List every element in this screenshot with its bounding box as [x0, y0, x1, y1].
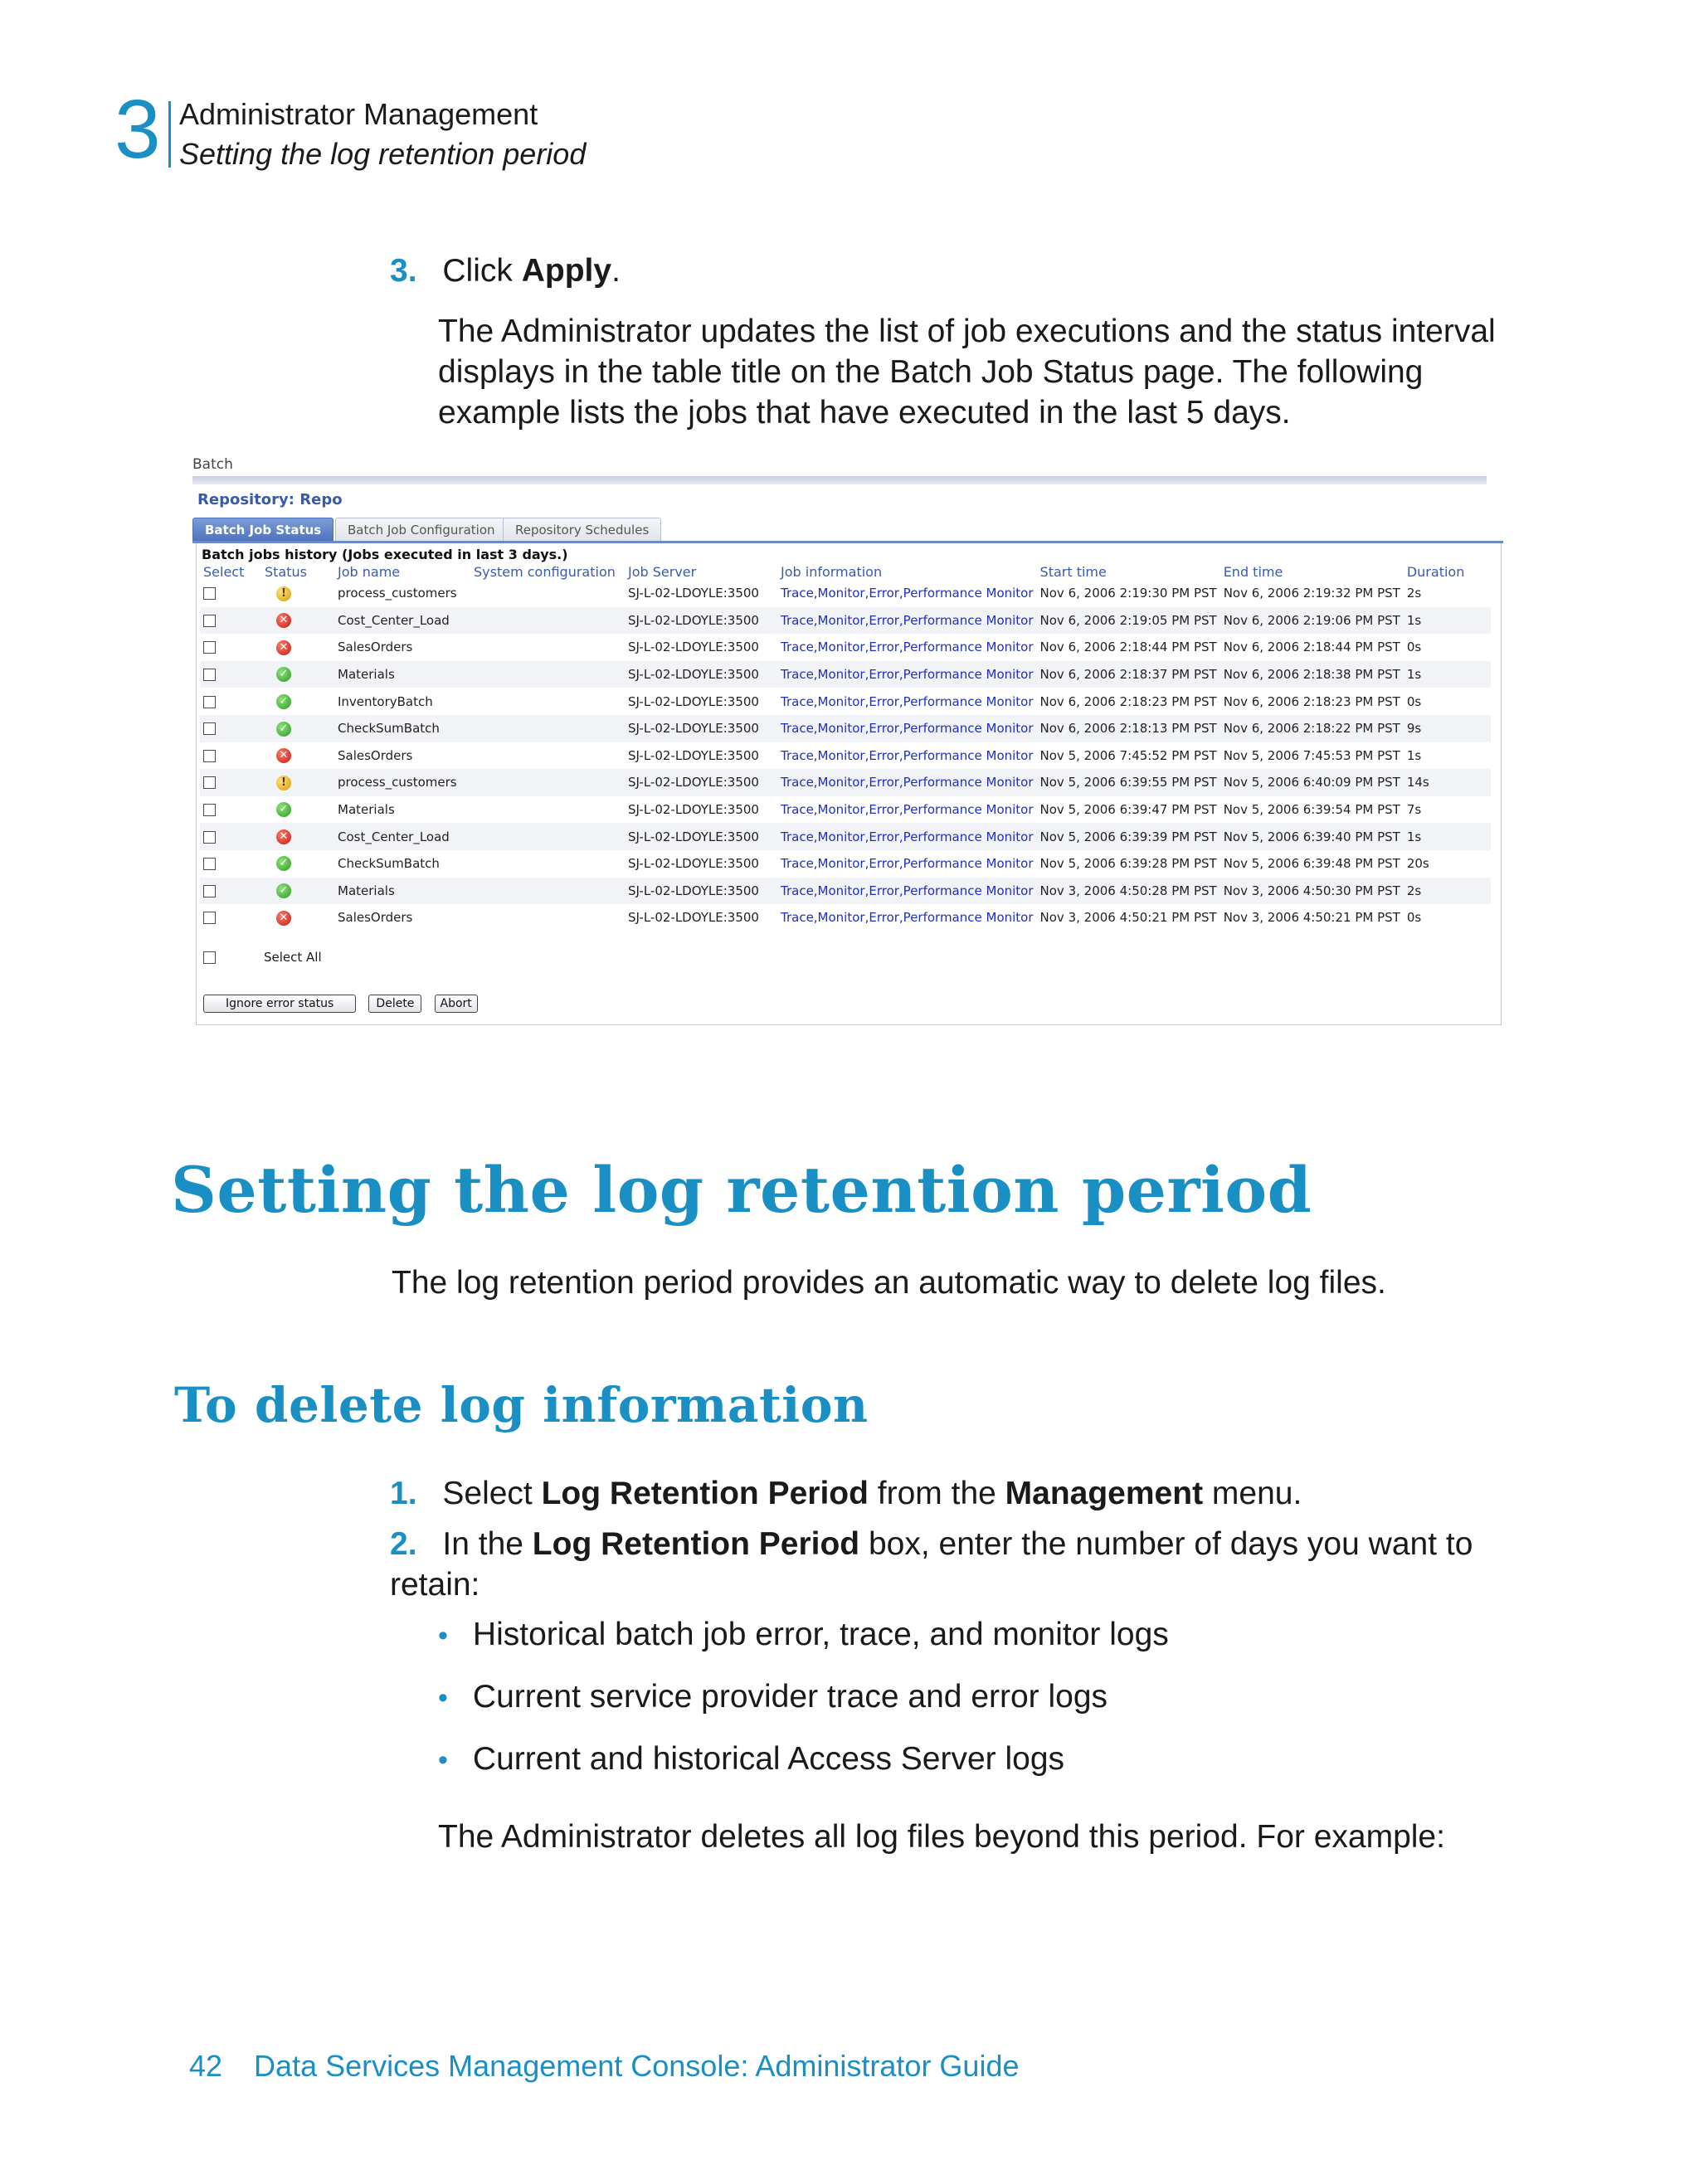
row-select-cell [200, 715, 261, 742]
row-select-cell [200, 580, 261, 607]
status-success-icon: ✓ [276, 856, 291, 871]
col-job-server: Job Server [628, 563, 697, 580]
select-all-label: Select All [264, 950, 322, 965]
bullet-icon: • [438, 1620, 448, 1651]
row-job-information-links[interactable]: Trace,Monitor,Error,Performance Monitor [781, 586, 1034, 601]
row-start-time: Nov 6, 2006 2:18:13 PM PST [1037, 715, 1220, 742]
row-job-name: Materials [338, 802, 395, 818]
status-error-icon: ✕ [276, 613, 291, 628]
row-duration: 1s [1404, 607, 1491, 635]
row-job-information-links[interactable]: Trace,Monitor,Error,Performance Monitor [781, 910, 1034, 926]
step-text: from the [868, 1476, 1005, 1511]
col-start-time: Start time [1039, 563, 1107, 580]
row-duration: 2s [1404, 878, 1491, 905]
row-job-server: SJ-L-02-LDOYLE:3500 [625, 823, 777, 850]
status-error-icon: ✕ [276, 911, 291, 926]
row-system-configuration [470, 769, 625, 796]
step-2 [390, 1524, 1518, 1605]
row-checkbox[interactable] [203, 831, 216, 844]
row-status-cell [261, 742, 334, 770]
row-start-time: Nov 3, 2006 4:50:21 PM PST [1039, 910, 1217, 926]
table-row [200, 850, 1491, 878]
row-system-configuration [470, 796, 625, 824]
row-job-server: SJ-L-02-LDOYLE:3500 [625, 878, 777, 905]
section-intro: The log retention period provides an automatic way to delete log files. [392, 1265, 1386, 1301]
status-error-icon: ✕ [276, 640, 291, 655]
row-job-name: Cost_Center_Load [334, 823, 470, 850]
row-status-cell [261, 850, 334, 878]
select-all-row [203, 950, 322, 965]
row-duration: 7s [1406, 802, 1422, 818]
table-row [200, 688, 1491, 715]
table-row [200, 769, 1491, 796]
row-job-name: SalesOrders [338, 640, 413, 655]
row-start-time: Nov 6, 2006 2:19:05 PM PST [1037, 607, 1220, 635]
step-text-bold: Apply [521, 253, 612, 289]
row-job-information-links[interactable]: Trace,Monitor,Error,Performance Monitor [781, 747, 1034, 763]
table-row [200, 661, 1491, 688]
row-status-cell [261, 796, 334, 824]
row-start-time: Nov 5, 2006 6:39:55 PM PST [1037, 769, 1220, 796]
status-success-icon: ✓ [276, 722, 291, 737]
row-job-server: SJ-L-02-LDOYLE:3500 [625, 607, 777, 635]
col-job-information: Job information [781, 563, 883, 580]
select-all-checkbox[interactable] [203, 951, 216, 964]
row-job-server: SJ-L-02-LDOYLE:3500 [625, 769, 777, 796]
status-error-icon: ✕ [276, 829, 291, 844]
row-end-time: Nov 6, 2006 2:18:22 PM PST [1220, 715, 1404, 742]
row-end-time: Nov 5, 2006 6:39:48 PM PST [1223, 856, 1400, 872]
table-row [200, 878, 1491, 905]
status-warning-icon: ! [276, 776, 291, 790]
row-job-name: process_customers [334, 769, 470, 796]
row-status-cell [261, 878, 334, 905]
row-system-configuration [470, 904, 625, 931]
row-system-configuration [470, 580, 625, 607]
repository-label: Repository: Repo [197, 491, 343, 508]
bullet-text: Historical batch job error, trace, and monitor logs [472, 1617, 1169, 1652]
row-select-cell [200, 823, 261, 850]
step-number: 1. [390, 1476, 417, 1511]
status-success-icon: ✓ [276, 802, 291, 817]
row-end-time: Nov 3, 2006 4:50:21 PM PST [1223, 910, 1400, 926]
row-job-server: SJ-L-02-LDOYLE:3500 [628, 802, 759, 818]
row-start-time: Nov 5, 2006 6:39:39 PM PST [1037, 823, 1220, 850]
row-job-name: process_customers [338, 586, 457, 601]
batch-jobs-table [200, 563, 1491, 931]
row-job-server: SJ-L-02-LDOYLE:3500 [628, 856, 759, 872]
row-duration: 0s [1406, 693, 1422, 709]
row-job-name: Cost_Center_Load [334, 607, 470, 635]
bullet-item [438, 1614, 1169, 1656]
closing-paragraph: The Administrator deletes all log files beyond this period. For example: [438, 1819, 1445, 1855]
action-buttons [203, 995, 486, 1013]
row-duration: 1s [1406, 747, 1422, 763]
row-duration: 0s [1406, 640, 1422, 655]
status-success-icon: ✓ [276, 883, 291, 898]
row-job-information-links[interactable]: Trace,Monitor,Error,Performance Monitor [777, 661, 1037, 688]
step-1 [390, 1473, 1302, 1514]
row-duration: 14s [1404, 769, 1491, 796]
row-start-time: Nov 5, 2006 6:39:28 PM PST [1039, 856, 1217, 872]
step-text-prefix: Click [442, 253, 522, 289]
row-duration: 9s [1404, 715, 1491, 742]
row-status-cell [261, 634, 334, 661]
table-row [200, 715, 1491, 742]
row-checkbox[interactable] [203, 858, 216, 870]
step-3-description: The Administrator updates the list of job executions and the status interval displays in the table title on the Batch Job Status page. The following example lists the jobs that have executed in the last 5 days. [438, 314, 1496, 430]
batch-job-status-screenshot [192, 455, 1503, 1027]
step-3 [390, 251, 621, 291]
row-job-name: SalesOrders [338, 910, 413, 926]
tab-bar [192, 518, 1503, 542]
row-start-time: Nov 6, 2006 2:18:23 PM PST [1039, 693, 1217, 709]
row-job-server: SJ-L-02-LDOYLE:3500 [628, 747, 759, 763]
table-row [200, 634, 1491, 661]
row-system-configuration [470, 607, 625, 635]
chapter-title: Administrator Management [179, 97, 538, 131]
step-text: menu. [1203, 1476, 1302, 1511]
step-text-bold: Log Retention Period [532, 1526, 860, 1562]
running-section-title: Setting the log retention period [179, 137, 587, 171]
row-system-configuration [470, 742, 625, 770]
row-checkbox[interactable] [203, 912, 216, 924]
step-number: 3. [390, 253, 417, 289]
row-select-cell [200, 634, 261, 661]
chapter-number: 3 [114, 83, 161, 176]
step-text-suffix: . [611, 253, 621, 289]
row-job-server: SJ-L-02-LDOYLE:3500 [628, 640, 759, 655]
row-checkbox[interactable] [203, 722, 216, 735]
abort-button[interactable]: Abort [435, 995, 478, 1013]
status-success-icon: ✓ [276, 667, 291, 682]
tab-repository-schedules[interactable]: Repository Schedules [503, 518, 661, 542]
chapter-divider [168, 101, 171, 168]
delete-button[interactable]: Delete [368, 995, 421, 1013]
step-text: In the [442, 1526, 533, 1562]
row-job-name: CheckSumBatch [334, 715, 470, 742]
row-select-cell [200, 769, 261, 796]
row-checkbox[interactable] [203, 587, 216, 600]
row-job-information-links[interactable]: Trace,Monitor,Error,Performance Monitor [777, 607, 1037, 635]
col-end-time: End time [1223, 563, 1283, 580]
row-job-server: SJ-L-02-LDOYLE:3500 [628, 910, 759, 926]
title-band [192, 476, 1487, 484]
row-end-time: Nov 6, 2006 2:18:44 PM PST [1223, 640, 1400, 655]
table-row [200, 904, 1491, 931]
row-status-cell [261, 715, 334, 742]
row-end-time: Nov 6, 2006 2:19:32 PM PST [1223, 586, 1400, 601]
bullet-item [438, 1739, 1064, 1781]
row-start-time: Nov 5, 2006 7:45:52 PM PST [1039, 747, 1217, 763]
row-start-time: Nov 5, 2006 6:39:47 PM PST [1039, 802, 1217, 818]
row-job-information-links[interactable]: Trace,Monitor,Error,Performance Monitor [781, 693, 1034, 709]
row-checkbox[interactable] [203, 669, 216, 681]
row-select-cell [200, 878, 261, 905]
row-end-time: Nov 6, 2006 2:18:38 PM PST [1220, 661, 1404, 688]
row-duration: 2s [1406, 586, 1422, 601]
page-footer [189, 2049, 1020, 2084]
step-text-bold: Management [1005, 1476, 1204, 1511]
row-start-time: Nov 3, 2006 4:50:28 PM PST [1037, 878, 1220, 905]
row-checkbox[interactable] [203, 641, 216, 654]
row-job-name: CheckSumBatch [338, 856, 440, 872]
col-status: Status [265, 563, 307, 580]
step-text: Select [442, 1476, 542, 1511]
row-end-time: Nov 5, 2006 6:39:54 PM PST [1223, 802, 1400, 818]
row-job-information-links[interactable]: Trace,Monitor,Error,Performance Monitor [777, 823, 1037, 850]
row-checkbox[interactable] [203, 804, 216, 816]
row-select-cell [200, 688, 261, 715]
section-heading: Setting the log retention period [171, 1153, 1312, 1227]
row-status-cell [261, 823, 334, 850]
bullet-text: Current and historical Access Server logs [472, 1741, 1065, 1777]
bullet-icon: • [438, 1744, 448, 1776]
row-duration: 1s [1404, 661, 1491, 688]
row-end-time: Nov 6, 2006 2:19:06 PM PST [1220, 607, 1404, 635]
tab-batch-job-configuration[interactable]: Batch Job Configuration [335, 518, 508, 542]
row-start-time: Nov 6, 2006 2:18:44 PM PST [1039, 640, 1217, 655]
row-system-configuration [470, 878, 625, 905]
row-status-cell [261, 661, 334, 688]
row-job-server: SJ-L-02-LDOYLE:3500 [628, 693, 759, 709]
table-row [200, 607, 1491, 635]
row-job-name: Materials [334, 878, 470, 905]
row-status-cell [261, 769, 334, 796]
row-end-time: Nov 5, 2006 6:40:09 PM PST [1220, 769, 1404, 796]
status-success-icon: ✓ [276, 694, 291, 709]
row-job-name: Materials [334, 661, 470, 688]
row-duration: 20s [1406, 856, 1429, 872]
row-job-name: SalesOrders [338, 747, 413, 763]
table-row [200, 580, 1491, 607]
col-job-name: Job name [338, 563, 401, 580]
row-duration: 1s [1404, 823, 1491, 850]
row-duration: 0s [1406, 910, 1422, 926]
batch-label: Batch [192, 456, 233, 473]
table-row [200, 796, 1491, 824]
row-system-configuration [470, 850, 625, 878]
table-row [200, 742, 1491, 770]
row-checkbox[interactable] [203, 615, 216, 627]
row-job-server: SJ-L-02-LDOYLE:3500 [628, 586, 759, 601]
row-job-information-links[interactable]: Trace,Monitor,Error,Performance Monitor [777, 769, 1037, 796]
col-system-configuration: System configuration [474, 563, 616, 580]
row-checkbox[interactable] [203, 696, 216, 708]
row-system-configuration [470, 634, 625, 661]
row-system-configuration [470, 661, 625, 688]
row-select-cell [200, 742, 261, 770]
table-header-row [200, 563, 1491, 580]
bullet-text: Current service provider trace and error logs [472, 1679, 1108, 1715]
row-job-information-links[interactable]: Trace,Monitor,Error,Performance Monitor [777, 715, 1037, 742]
bullet-item [438, 1676, 1108, 1719]
row-select-cell [200, 796, 261, 824]
status-warning-icon: ! [276, 586, 291, 601]
bullet-icon: • [438, 1682, 448, 1714]
row-start-time: Nov 6, 2006 2:18:37 PM PST [1037, 661, 1220, 688]
step-number: 2. [390, 1526, 417, 1562]
row-status-cell [261, 607, 334, 635]
step-text: box, enter the number of days you want to retain: [390, 1526, 1473, 1603]
row-start-time: Nov 6, 2006 2:19:30 PM PST [1039, 586, 1217, 601]
panel-title: Batch jobs history (Jobs executed in last 3 days.) [202, 547, 568, 562]
footer-title: Data Services Management Console: Administrator Guide [254, 2049, 1020, 2083]
ignore-error-status-button[interactable]: Ignore error status [203, 995, 356, 1013]
page-number: 42 [189, 2049, 223, 2083]
row-job-server: SJ-L-02-LDOYLE:3500 [625, 715, 777, 742]
row-status-cell [261, 688, 334, 715]
col-duration: Duration [1406, 563, 1465, 580]
row-job-information-links[interactable]: Trace,Monitor,Error,Performance Monitor [777, 878, 1037, 905]
row-select-cell [200, 850, 261, 878]
row-end-time: Nov 3, 2006 4:50:30 PM PST [1220, 878, 1404, 905]
col-select: Select [203, 563, 245, 580]
row-job-name: InventoryBatch [338, 693, 433, 709]
table-row [200, 823, 1491, 850]
row-job-information-links[interactable]: Trace,Monitor,Error,Performance Monitor [781, 802, 1034, 818]
row-select-cell [200, 904, 261, 931]
row-job-server: SJ-L-02-LDOYLE:3500 [625, 661, 777, 688]
row-system-configuration [470, 823, 625, 850]
batch-history-panel [196, 543, 1502, 1025]
row-end-time: Nov 5, 2006 7:45:53 PM PST [1223, 747, 1400, 763]
row-job-information-links[interactable]: Trace,Monitor,Error,Performance Monitor [781, 640, 1034, 655]
subsection-heading: To delete log information [174, 1377, 869, 1433]
row-system-configuration [470, 688, 625, 715]
tab-batch-job-status[interactable]: Batch Job Status [192, 518, 333, 542]
row-select-cell [200, 607, 261, 635]
row-job-information-links[interactable]: Trace,Monitor,Error,Performance Monitor [781, 856, 1034, 872]
row-status-cell [261, 904, 334, 931]
row-checkbox[interactable] [203, 885, 216, 897]
row-end-time: Nov 6, 2006 2:18:23 PM PST [1223, 693, 1400, 709]
status-error-icon: ✕ [276, 748, 291, 763]
row-end-time: Nov 5, 2006 6:39:40 PM PST [1220, 823, 1404, 850]
row-checkbox[interactable] [203, 750, 216, 762]
row-status-cell [261, 580, 334, 607]
row-checkbox[interactable] [203, 776, 216, 789]
row-system-configuration [470, 715, 625, 742]
step-text-bold: Log Retention Period [541, 1476, 869, 1511]
row-select-cell [200, 661, 261, 688]
